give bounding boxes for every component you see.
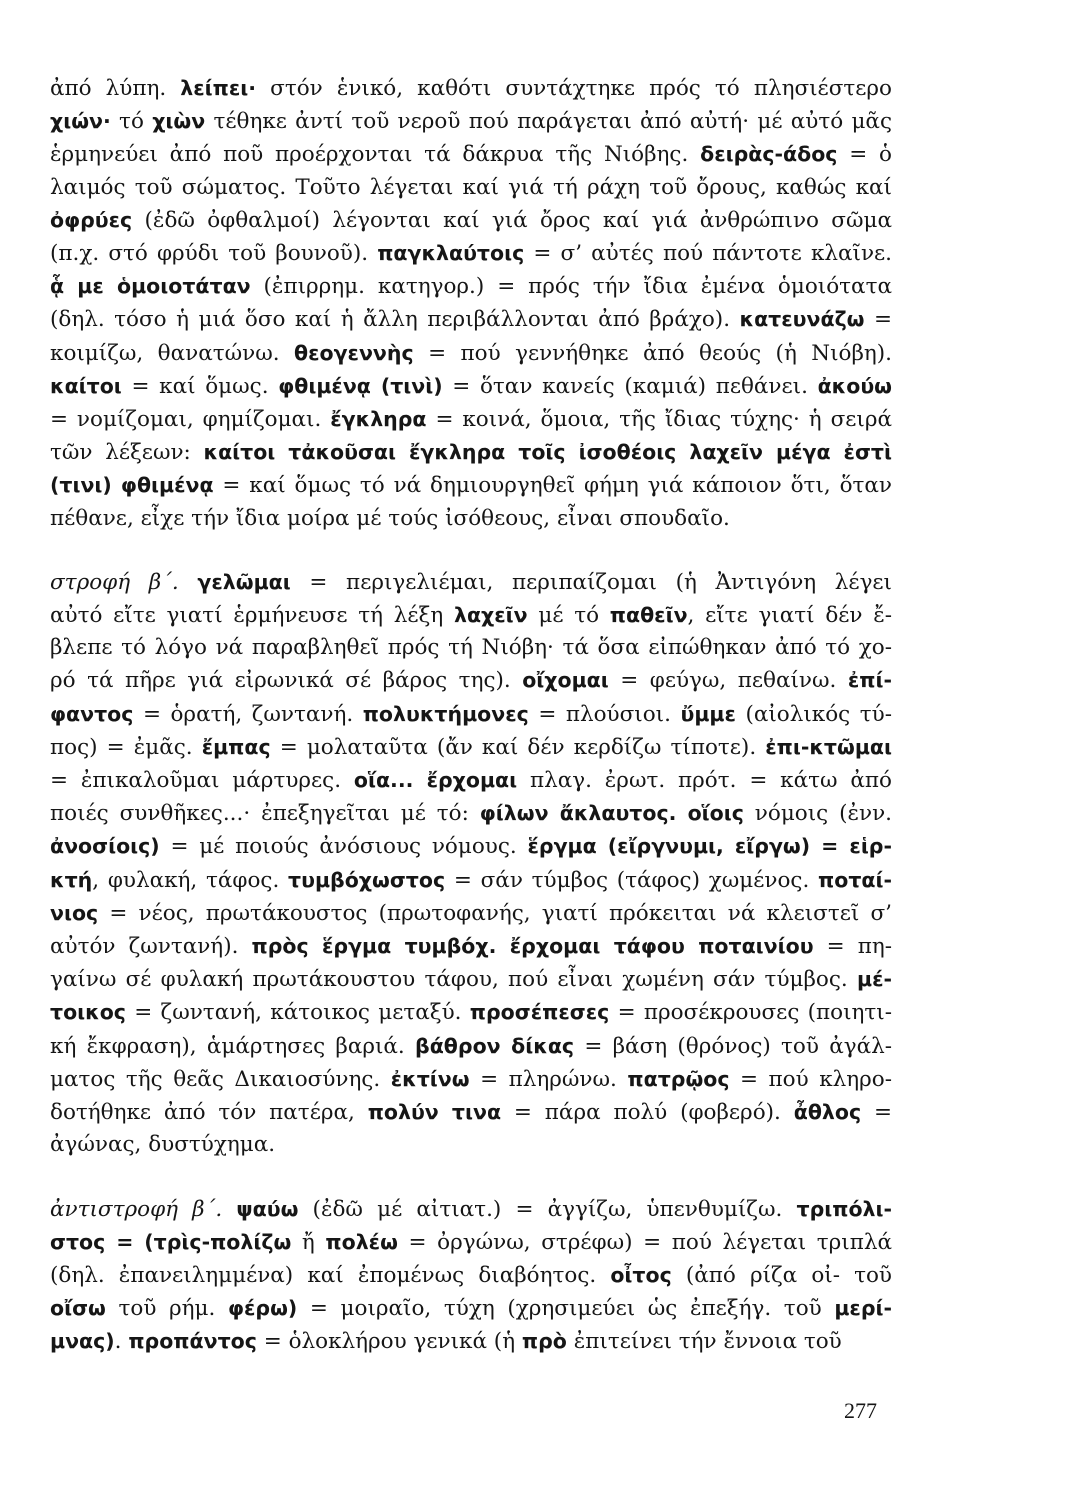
bold-term: ἐπί-: [847, 668, 892, 693]
text-line: [50, 303, 892, 336]
text-line: [50, 1129, 892, 1161]
text-run: βλεπε τό λόγο νά παραβληθεῖ πρός τή Νιόβη· τά ὅσα εἰπώθηκαν ἀπό τό χο-: [50, 635, 892, 661]
text-run: = νέος, πρωτάκουστος (πρωτοφανής, γιατί πρόκειται νά κλειστεῖ σ’: [98, 900, 892, 926]
text-line: [50, 1193, 892, 1226]
text-line: [50, 1063, 892, 1096]
section-heading: ἀντιστροφή β΄.: [50, 1196, 223, 1222]
text-line: [50, 797, 892, 830]
bold-term: ἔμπας: [201, 734, 271, 759]
bold-term: δειρὰς-άδος: [700, 142, 838, 167]
text-run: (ἀπό ρίζα οἰ- τοῦ: [671, 1262, 892, 1288]
text-run: στόν ἑνικό, καθότι συντάχτηκε πρός τό πλησιέστερο: [256, 76, 892, 101]
text-line: [50, 1096, 892, 1129]
text-run: αὐτόν ζωντανή).: [50, 934, 252, 960]
text-run: = βάση (θρόνος) τοῦ ἀγάλ-: [574, 1033, 892, 1059]
bold-term: πατρῷος: [627, 1066, 730, 1091]
bold-term: νιος: [50, 900, 99, 925]
text-run: γαίνω σέ φυλακή πρωτάκουστου τάφου, πού εἶναι χωμένη σάν τύμβος.: [50, 967, 857, 993]
text-line: [50, 599, 892, 632]
bold-term: ποταί-: [818, 867, 892, 892]
bold-term: χιὼν: [152, 109, 206, 134]
text-line: [50, 337, 892, 370]
text-run: ἐπιτείνει τήν ἔννοια τοῦ: [566, 1329, 842, 1355]
text-run: = μολαταῦτα (ἄν καί δέν κερδίζω τίποτε).: [270, 734, 766, 760]
bold-term: οἵα... ἔρχομαι: [353, 768, 518, 793]
text-line: [50, 897, 892, 930]
text-line: [50, 996, 892, 1029]
bold-term: μερί-: [834, 1296, 892, 1321]
text-line: [50, 566, 892, 599]
bold-term: ὀφρύες: [50, 207, 133, 232]
text-line: [50, 204, 892, 237]
text-run: ματος τῆς θεᾶς Δικαιοσύνης.: [50, 1066, 391, 1092]
text-run: = πλούσιοι.: [528, 701, 681, 727]
text-run: = φεύγω, πεθαίνω.: [608, 668, 848, 694]
text-run: πος) = ἐμᾶς.: [50, 734, 202, 760]
text-line: [50, 403, 892, 436]
text-run: = ὁλοκλήρου γενικά (ἡ: [256, 1329, 522, 1355]
text-run: τῶν λέξεων:: [50, 440, 204, 466]
text-line: [50, 237, 892, 270]
text-run: = μοιραῖο, τύχη (χρησιμεύει ὡς ἐπεξήγ. τοῦ: [297, 1296, 835, 1322]
bold-term: στος = (τρὶς-πολίζω: [50, 1229, 292, 1254]
text-line: [50, 1030, 892, 1063]
text-run: = ὁ: [837, 142, 892, 168]
text-run: (δηλ. τόσο ἡ μιά ὅσο καί ἡ ἄλλη περιβάλλονται ἀπό βράχο).: [50, 307, 740, 333]
text-run: .: [114, 1329, 129, 1355]
text-line: [50, 72, 892, 105]
text-run: = καί ὅμως.: [121, 373, 279, 399]
bold-term: μέ-: [856, 967, 892, 992]
text-line: [50, 830, 892, 863]
text-run: [222, 1197, 236, 1222]
text-run: ἀγώνας, δυστύχημα.: [50, 1132, 276, 1158]
bold-term: βάθρον δίκας: [415, 1033, 575, 1058]
text-run: (αἰολικός τύ-: [735, 701, 892, 727]
text-run: (δηλ. ἐπανειλημμένα) καί ἐπομένως διαβόητος.: [50, 1262, 611, 1288]
text-run: δοτήθηκε ἀπό τόν πατέρα,: [50, 1100, 368, 1126]
text-run: μέ τό: [527, 603, 610, 629]
text-run: ρό τά πῆρε γιά εἰρωνικά σέ βάρος της).: [50, 668, 523, 694]
text-run: κοιμίζω, θανατώνω.: [50, 340, 295, 366]
text-run: = πη-: [813, 934, 892, 960]
bold-term: τριπόλι-: [796, 1196, 892, 1221]
bold-term: ψαύω: [236, 1196, 299, 1221]
text-run: (ἐδῶ ὀφθαλμοί) λέγονται καί γιά ὄρος καί γιά ἀνθρώπινο σῶμα: [132, 207, 892, 233]
bold-term: καίτοι τἀκοῦσαι ἔγκληρα τοῖς ἰσοθέοις λαχεῖν μέγα ἐστὶ: [203, 440, 892, 465]
text-run: = νομίζομαι, φημίζομαι.: [50, 407, 331, 433]
text-line: [50, 1325, 892, 1358]
text-line: [50, 930, 892, 963]
text-run: ἑρμηνεύει ἀπό ποῦ προέρχονται τά δάκρυα τῆς Νιόβης.: [50, 142, 701, 168]
text-run: = ζωντανή, κάτοικος μεταξύ.: [125, 1000, 470, 1026]
text-line: [50, 370, 892, 403]
bold-term: οἴσω: [50, 1296, 106, 1321]
text-run: = πού κληρο-: [729, 1066, 893, 1092]
text-line: [50, 1259, 892, 1292]
text-run: ἤ: [291, 1229, 326, 1255]
text-run: τό: [110, 109, 153, 135]
bold-term: φέρω): [227, 1296, 298, 1321]
page-number: 277: [844, 1398, 877, 1423]
text-line: [50, 270, 892, 303]
bold-term: οἴχομαι: [522, 668, 609, 693]
text-run: = σ’ αὐτές πού πάντοτε κλαῖνε.: [524, 241, 892, 267]
text-run: ποιές συνθῆκες...· ἐπεξηγεῖται μέ τό:: [50, 801, 480, 827]
text-run: = πού γεννήθηκε ἀπό θεούς (ἡ Νιόβη).: [413, 340, 892, 366]
text-run: = ὀργώνω, στρέφω) = πού λέγεται τριπλά: [397, 1229, 892, 1255]
text-run: , φυλακή, τάφος.: [92, 867, 289, 893]
bold-term: προσέπεσες: [469, 1000, 610, 1025]
bold-term: ἕργμα (εἴργνυμι, εἴργω) = εἱρ-: [527, 834, 892, 859]
text-line: [50, 105, 892, 138]
text-run: = πάρα πολύ (φοβερό).: [501, 1100, 794, 1126]
text-run: = ὁρατή, ζωντανή.: [133, 701, 363, 727]
text-run: αὐτό εἴτε γιατί ἑρμήνευσε τή λέξη: [50, 603, 454, 629]
bold-term: πολυκτήμονες: [362, 701, 529, 726]
text-run: τοῦ ρήμ.: [105, 1296, 228, 1322]
text-run: κή ἔκφραση), ἁμάρτησες βαριά.: [50, 1033, 416, 1059]
bold-term: παθεῖν: [609, 603, 688, 628]
bold-term: οἶτος: [610, 1262, 672, 1287]
text-line: [50, 664, 892, 697]
text-line: [50, 503, 892, 535]
text-run: = καί ὅμως τό νά δημιουργηθεῖ φήμη γιά κάποιον ὅτι, ὅταν: [213, 473, 892, 499]
text-run: = κοινά, ὅμοια, τῆς ἴδιας τύχης· ἡ σειρά: [426, 407, 893, 433]
text-run: =: [861, 1100, 893, 1126]
text-run: = ἐπικαλοῦμαι μάρτυρες.: [50, 768, 354, 794]
text-line: [50, 731, 892, 764]
bold-term: χιών·: [50, 109, 111, 134]
bold-term: θεογεννὴς: [294, 340, 414, 365]
text-run: λαιμός τοῦ σώματος. Τοῦτο λέγεται καί γιά τή ράχη τοῦ ὄρους, καθώς καί: [50, 174, 892, 200]
text-run: (ἐπιρρημ. κατηγορ.) = πρός τήν ἴδια ἐμένα ὁμοιότατα: [250, 274, 892, 300]
text-line: [50, 764, 892, 797]
paragraph: [50, 72, 892, 535]
text-run: [179, 570, 198, 595]
text-line: [50, 1292, 892, 1325]
text-run: = μέ ποιούς ἀνόσιους νόμους.: [159, 834, 528, 860]
section-heading: στροφή β΄.: [50, 569, 179, 595]
bold-term: παγκλαύτοις: [377, 241, 525, 266]
bold-term: ὔμμε: [680, 701, 736, 726]
text-run: = περιγελιέμαι, περιπαίζομαι (ἡ Ἀντιγόνη λέγει: [290, 569, 892, 595]
bold-term: ἆθλος: [793, 1100, 862, 1125]
text-run: = ὅταν κανείς (καμιά) πεθάνει.: [442, 373, 818, 399]
bold-term: ἔγκληρα: [330, 407, 427, 432]
text-run: =: [864, 307, 892, 333]
bold-term: κατευνάζω: [739, 307, 865, 332]
text-run: τέθηκε ἀντί τοῦ νεροῦ πού παράγεται ἀπό αὐτή· μέ αὐτό μᾶς: [205, 109, 892, 135]
text-line: [50, 1226, 892, 1259]
bold-term: ἀνοσίοις): [50, 834, 160, 859]
text-line: [50, 864, 892, 897]
bold-term: φαντος: [50, 701, 134, 726]
bold-term: πολύν τινα: [367, 1100, 502, 1125]
bold-term: ᾇ με ὁμοιοτάταν: [50, 274, 251, 299]
bold-term: καίτοι: [50, 373, 122, 398]
text-line: [50, 963, 892, 996]
text-run: ἀπό λύπη.: [50, 76, 181, 101]
bold-term: φίλων ἄκλαυτος. οἵοις: [479, 801, 744, 826]
text-run: = πληρώνω.: [469, 1066, 628, 1092]
text-run: πλαγ. ἐρωτ. πρότ. = κάτω ἀπό: [517, 768, 892, 794]
bold-term: λαχεῖν: [453, 603, 528, 628]
text-line: [50, 436, 892, 469]
bold-term: τοικος: [50, 1000, 126, 1025]
bold-term: ἐπι-κτῶμαι: [765, 734, 892, 759]
text-run: , εἴτε γιατί δέν ἔ-: [687, 603, 893, 629]
bold-term: πρὸ: [521, 1329, 567, 1354]
paragraph: [50, 566, 892, 1162]
bold-term: κτή: [50, 867, 93, 892]
bold-term: προπάντος: [128, 1329, 257, 1354]
bold-term: πολέω: [325, 1229, 398, 1254]
text-run: νόμοις (ἐνν.: [743, 801, 893, 827]
bold-term: πρὸς ἕργμα τυμβόχ. ἔρχομαι τάφου ποταινίου: [251, 934, 814, 959]
text-line: [50, 172, 892, 204]
text-line: [50, 138, 892, 171]
bold-term: λείπει·: [180, 76, 257, 100]
bold-term: μνας): [50, 1329, 115, 1354]
text-line: [50, 469, 892, 502]
page-body: [50, 72, 892, 1359]
bold-term: τυμβόχωστος: [288, 867, 446, 892]
paragraph: [50, 1193, 892, 1359]
text-run: (π.χ. στό φρύδι τοῦ βουνοῦ).: [50, 241, 378, 267]
text-run: πέθανε, εἶχε τήν ἴδια μοίρα μέ τούς ἰσόθεους, εἶναι σπουδαῖο.: [50, 505, 730, 531]
text-run: (ἐδῶ μέ αἰτιατ.) = ἀγγίζω, ὑπενθυμίζω.: [298, 1196, 797, 1222]
bold-term: φθιμένᾳ (τινὶ): [278, 373, 443, 398]
text-run: = σάν τύμβος (τάφος) χωμένος.: [445, 867, 819, 893]
bold-term: ἐκτίνω: [390, 1066, 470, 1091]
text-line: [50, 698, 892, 731]
text-run: = προσέκρουσες (ποιητι-: [609, 1000, 893, 1026]
bold-term: (τινι) φθιμένᾳ: [50, 473, 214, 498]
bold-term: γελῶμαι: [197, 569, 291, 594]
bold-term: ἀκούω: [817, 373, 892, 398]
text-line: [50, 632, 892, 664]
